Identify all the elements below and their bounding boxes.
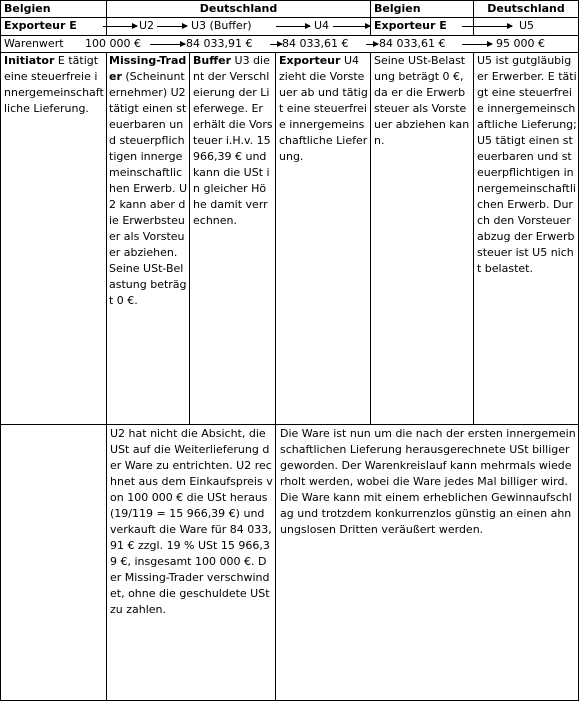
- header-deutschland-center: Deutschland: [199, 2, 278, 15]
- chain-u2: U2: [139, 19, 155, 32]
- chain-u3-buffer: U3 (Buffer): [191, 19, 252, 32]
- missing-trader-title: Missing-Trader: [109, 54, 187, 83]
- arrow-u2-to-u3: [157, 26, 187, 27]
- header-belgien-left: Belgien: [4, 2, 51, 15]
- header-deutschland-right: Deutschland: [487, 2, 565, 15]
- belgien-note-cell: Seine USt-Belastung beträgt 0 €, da er die Erwerbsteuer als Vorsteuer abziehen kann.: [374, 54, 470, 147]
- initiator-cell: [4, 53, 104, 117]
- col-divider: [189, 52, 190, 424]
- arrow-e-to-u5: [462, 26, 512, 27]
- value-3: 84 033,61 €: [282, 37, 349, 50]
- chain-exporteur-e-2: Exporteur E: [374, 19, 447, 32]
- buffer-text: U3 dient der Verschleierung der Lieferwege. Er erhält die Vorsteuer i.H.v. 15 966,39 € und kann die USt in gleicher Höhe damit verrechnen.: [193, 54, 273, 227]
- chain-exporteur-e: Exporteur E: [4, 19, 77, 32]
- arrow-u4-to-e: [333, 26, 370, 27]
- header-belgien-right: Belgien: [374, 2, 421, 15]
- col-divider: [370, 0, 371, 35]
- values-label: Warenwert: [4, 37, 64, 50]
- col-divider: [106, 52, 107, 701]
- missing-trader-cell: [109, 53, 187, 309]
- exporteur-title: Exporteur: [279, 54, 341, 67]
- u2-explanation-cell: U2 hat nicht die Absicht, die USt auf die Weiterlieferung der Ware zu entrichten. U2 rechnet aus dem Einkaufspreis von 100 000 € die USt heraus (19/119 = 15 966,39 €) und verkauft die Ware für 84 033,91 € zzgl. 19 % USt 15 966,39 €, insgesamt 100 000 €. Der Missing-Trader verschwindet, ohne die geschuldete USt zu zahlen.: [110, 427, 273, 616]
- arrow-value-1: [150, 44, 185, 45]
- row-divider: [0, 424, 579, 425]
- arrow-value-3: [366, 44, 378, 45]
- ware-explanation-cell: Die Ware ist nun um die nach der ersten innergemeinschaftlichen Lieferung herausgerechnete USt billiger geworden. Der Warenkreislauf kann mehrmals wiederholt werden, wobei die Ware jedes Mal billiger wird. Die Ware kann mit einem erheblichen Gewinnaufschlag und trotzdem konkurrenzlos günstig an einen ahnungslosen Dritten veräußert werden.: [280, 427, 576, 536]
- arrow-e-to-u2: [103, 26, 137, 27]
- col-divider: [473, 52, 474, 424]
- value-2: 84 033,91 €: [186, 37, 253, 50]
- value-1: 100 000 €: [85, 37, 141, 50]
- arrow-value-2: [270, 44, 282, 45]
- value-4: 84 033,61 €: [379, 37, 446, 50]
- arrow-value-4: [462, 44, 492, 45]
- chain-u4: U4: [314, 19, 330, 32]
- col-divider: [275, 52, 276, 701]
- u5-note-cell: U5 ist gutgläubiger Erwerber. E tätigt eine steuerfreie innergemeinschaftliche Lieferung; U5 tätigt einen steuerbaren und steuerpflichtigen innergemeinschaftlichen Erwerb. Durch den Vorsteuerabzug der Erwerbsteuer ist U5 nicht belastet.: [477, 54, 577, 275]
- exporteur-cell: [279, 53, 368, 165]
- col-divider: [370, 52, 371, 424]
- buffer-title: Buffer: [193, 54, 232, 67]
- exporteur-text: U4 zieht die Vorsteuer ab und tätigt eine steuerfreie innergemeinschaftliche Lieferung.: [279, 54, 368, 163]
- initiator-text: E tätigt eine steuerfreie innergemeinschaftliche Lieferung.: [4, 54, 104, 115]
- missing-trader-text: (Scheinunternehmer) U2 tätigt einen steuerbaren und steuerpflichtigen innergemeinschaftlichen Erwerb. U2 kann aber die Erwerbsteuer als Vorsteuer abziehen. Seine USt-Belastung beträgt 0 €.: [109, 70, 187, 307]
- chain-u5: U5: [519, 19, 535, 32]
- initiator-title: Initiator: [4, 54, 55, 67]
- value-5: 95 000 €: [496, 37, 545, 50]
- buffer-cell: [193, 53, 273, 229]
- arrow-u3-to-u4: [276, 26, 310, 27]
